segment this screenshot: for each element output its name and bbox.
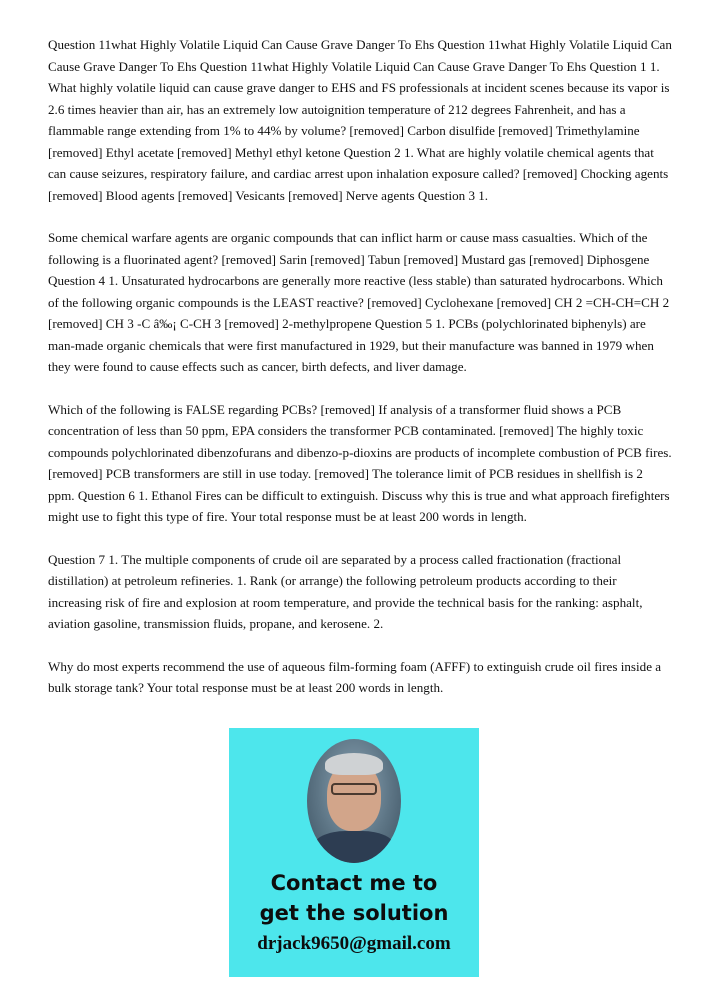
author-portrait: [307, 739, 401, 863]
paragraph-1: Question 11what Highly Volatile Liquid Can Cause Grave Danger To Ehs Question 11what Highly Volatile Liquid Can Cause Grave Danger To Ehs Question 11what Highly Volatile Liquid Can Cause Grave Danger To Ehs Question 1 1. What highly volatile liquid can cause grave danger to EHS and FS professionals at incident scenes because its vapor is 2.6 times heavier than air, has an extremely low autoignition temperature of 212 degrees Fahrenheit, and has a flammable range extending from 1% to 44% by volume? [removed] Carbon disulfide [removed] Trimethylamine [removed] Ethyl acetate [removed] Methyl ethyl ketone Question 2 1. What are highly volatile chemical agents that can cause seizures, respiratory failure, and cardiac arrest upon inhalation exposure called? [removed] Chocking agents [removed] Blood agents [removed] Vesicants [removed] Nerve agents Question 3 1.: [48, 37, 672, 203]
portrait-hair: [325, 753, 383, 775]
portrait-glasses: [331, 783, 377, 795]
contact-call-to-action: [229, 868, 479, 928]
paragraph-2: Some chemical warfare agents are organic compounds that can inflict harm or cause mass casualties. Which of the following is a fluorinated agent? [removed] Sarin [removed] Tabun [removed] Mustard gas [removed] Diphosgene Question 4 1. Unsaturated hydrocarbons are generally more reactive (less stable) than saturated hydrocarbons. Which of the following organic compounds is the LEAST reactive? [removed] Cyclohexane [removed] CH 2 =CH-CH=CH 2 [removed] CH 3 -C â‰¡ C-CH 3 [removed] 2-methylpropene Question 5 1. PCBs (polychlorinated biphenyls) are man-made organic chemicals that were first manufactured in 1929, but their manufacture was banned in 1979 when they were found to cause effects such as cancer, birth defects, and liver damage.: [48, 230, 670, 374]
portrait-shirt: [313, 831, 395, 863]
paragraph-3: Which of the following is FALSE regarding PCBs? [removed] If analysis of a transformer fluid shows a PCB concentration of less than 50 ppm, EPA considers the transformer PCB contaminated. [removed] The highly toxic compounds polychlorinated dibenzofurans and dibenzo-p-dioxins are products of incomplete combustion of PCB fires. [removed] PCB transformers are still in use today. [removed] The tolerance limit of PCB residues in shellfish is 2 ppm. Question 6 1. Ethanol Fires can be difficult to extinguish. Discuss why this is true and what approach firefighters might use to fight this type of fire. Your total response must be at least 200 words in length.: [48, 401, 672, 524]
paragraph-5: Why do most experts recommend the use of aqueous film-forming foam (AFFF) to extinguish crude oil fires inside a bulk storage tank? Your total response must be at least 200 words in length.: [48, 658, 662, 695]
cta-line-2: get the solution: [259, 901, 449, 925]
cta-line-1: Contact me to: [270, 871, 438, 895]
document-body: [48, 34, 672, 720]
contact-ad-card[interactable]: [229, 728, 479, 977]
contact-email[interactable]: drjack9650@gmail.com: [257, 933, 451, 954]
paragraph-4: Question 7 1. The multiple components of crude oil are separated by a process called fractionation (fractional distillation) at petroleum refineries. 1. Rank (or arrange) the following petroleum products according to their increasing risk of fire and explosion at room temperature, and provide the technical basis for the ranking: asphalt, aviation gasoline, transmission fluids, propane, and kerosene. 2.: [48, 551, 643, 631]
